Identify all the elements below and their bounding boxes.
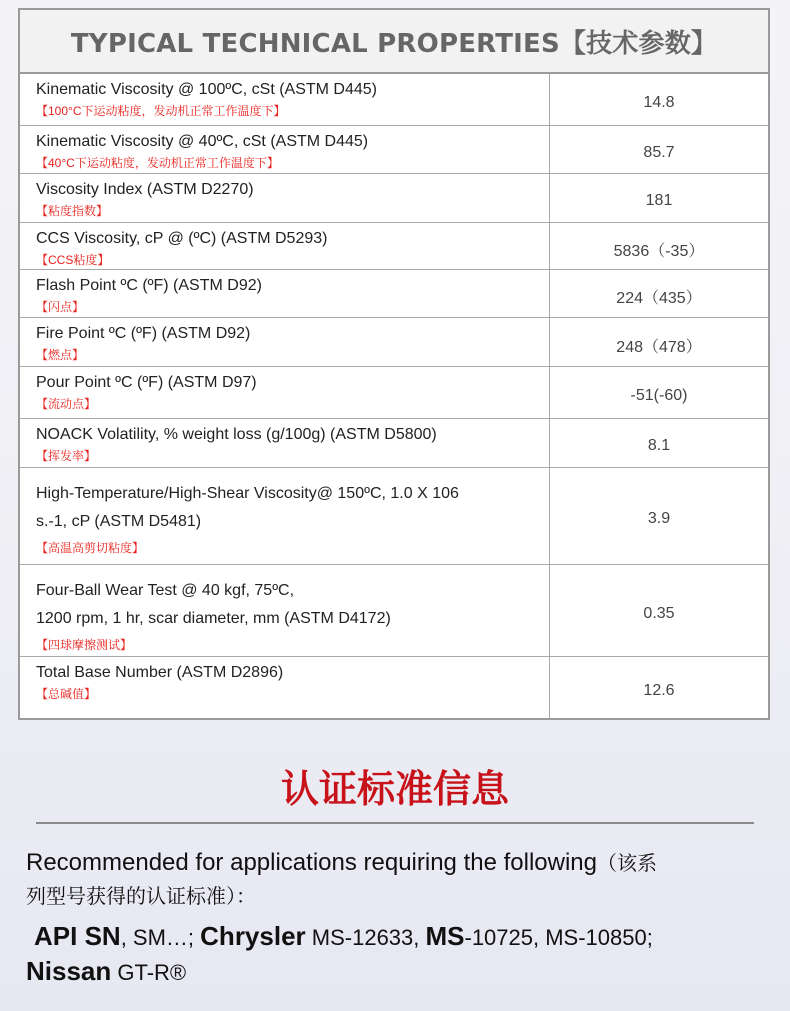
table-row: [20, 419, 768, 468]
property-cell: [20, 419, 550, 467]
ms-rest: -10725, MS-10850;: [464, 925, 653, 950]
property-value: 181: [645, 192, 673, 209]
table-row: [20, 318, 768, 367]
nissan-label: Nissan: [26, 956, 112, 986]
table-row: [20, 565, 768, 657]
property-name-cn: 【闪点】: [36, 300, 85, 314]
table-row: [20, 74, 768, 126]
property-cell: [20, 126, 550, 173]
certification-title: 认证标准信息: [280, 767, 509, 811]
property-value: -51(-60): [630, 386, 688, 404]
property-name-cn: 【燃点】: [36, 348, 85, 362]
property-value: 224（435）: [616, 290, 702, 307]
property-name-cn: 【CCS粘度】: [36, 253, 110, 267]
recommended-en: Recommended for applications requiring the following: [26, 849, 597, 876]
property-name: CCS Viscosity, cP @ (ºC) (ASTM D5293): [36, 230, 328, 247]
recommended-cn-a: （该系: [596, 853, 657, 875]
technical-properties-table: [18, 8, 770, 720]
recommendation-line: [26, 846, 776, 881]
ms-label: MS: [425, 921, 465, 951]
property-cell: [20, 657, 550, 718]
table-row: [20, 657, 768, 718]
chrysler-spec: MS-12633,: [305, 925, 426, 950]
chrysler-label: Chrysler: [200, 921, 306, 951]
property-name-cn: 【四球摩擦测试】: [36, 638, 133, 652]
property-value: 8.1: [647, 437, 671, 454]
property-name-cn: 【粘度指数】: [36, 204, 109, 218]
property-name: High-Temperature/High-Shear Viscosity@ 150ºC, 1.0 X 106: [36, 485, 459, 502]
spec-line-1: [26, 917, 776, 957]
property-cell: [20, 74, 550, 125]
property-value: 0.35: [643, 604, 675, 622]
property-cell: [20, 565, 550, 656]
section-divider: [36, 822, 754, 824]
property-name: Kinematic Viscosity @ 100ºC, cSt (ASTM D445): [36, 81, 378, 98]
property-value: 5836（-35）: [613, 242, 705, 260]
property-cell: [20, 318, 550, 366]
property-name: Kinematic Viscosity @ 40ºC, cSt (ASTM D445): [36, 133, 369, 150]
property-value: 3.9: [647, 510, 671, 527]
table-row: [20, 174, 768, 223]
property-value: 14.8: [643, 93, 675, 111]
property-name: 1200 rpm, 1 hr, scar diameter, mm (ASTM D4172): [36, 610, 391, 627]
property-name-cn: 【高温高剪切粘度】: [36, 541, 145, 555]
spec-line-2: [26, 957, 776, 987]
property-cell: [20, 367, 550, 418]
property-name: Flash Point ºC (ºF) (ASTM D92): [36, 277, 262, 294]
table-row: [20, 270, 768, 318]
property-name-cn: 【40°C下运动粘度，发动机正常工作温度下】: [36, 156, 279, 170]
property-cell: [20, 270, 550, 317]
nissan-spec: GT-R®: [111, 960, 187, 985]
property-value: 248（478）: [616, 338, 702, 356]
property-value: 85.7: [643, 143, 675, 161]
property-name: s.-1, cP (ASTM D5481): [36, 513, 202, 530]
api-rest: , SM…;: [120, 925, 195, 950]
property-name: Four-Ball Wear Test @ 40 kgf, 75ºC,: [36, 582, 295, 599]
property-name: Viscosity Index (ASTM D2270): [36, 181, 254, 198]
property-cell: [20, 468, 550, 564]
property-name-cn: 【流动点】: [36, 397, 97, 411]
table-row: [20, 126, 768, 174]
property-cell: [20, 174, 550, 222]
table-header: TYPICAL TECHNICAL PROPERTIES【技术参数】: [20, 10, 768, 74]
property-name: Total Base Number (ASTM D2896): [36, 664, 284, 681]
table-body: [20, 74, 768, 718]
table-row: [20, 468, 768, 565]
property-name: Fire Point ºC (ºF) (ASTM D92): [36, 325, 251, 342]
property-name-cn: 【挥发率】: [36, 449, 97, 463]
api-label: API SN: [34, 921, 121, 951]
certification-text: [26, 846, 776, 987]
table-row: [20, 367, 768, 419]
property-name: NOACK Volatility, % weight loss (g/100g) (ASTM D5800): [36, 426, 437, 443]
property-name: Pour Point ºC (ºF) (ASTM D97): [36, 374, 257, 391]
table-row: [20, 223, 768, 270]
recommended-cn-b: 列型号获得的认证标准）：: [26, 886, 256, 908]
property-name-cn: 【100°C下运动粘度，发动机正常工作温度下】: [36, 104, 286, 118]
property-cell: [20, 223, 550, 269]
property-value: 12.6: [643, 681, 675, 699]
property-name-cn: 【总碱值】: [36, 687, 97, 701]
